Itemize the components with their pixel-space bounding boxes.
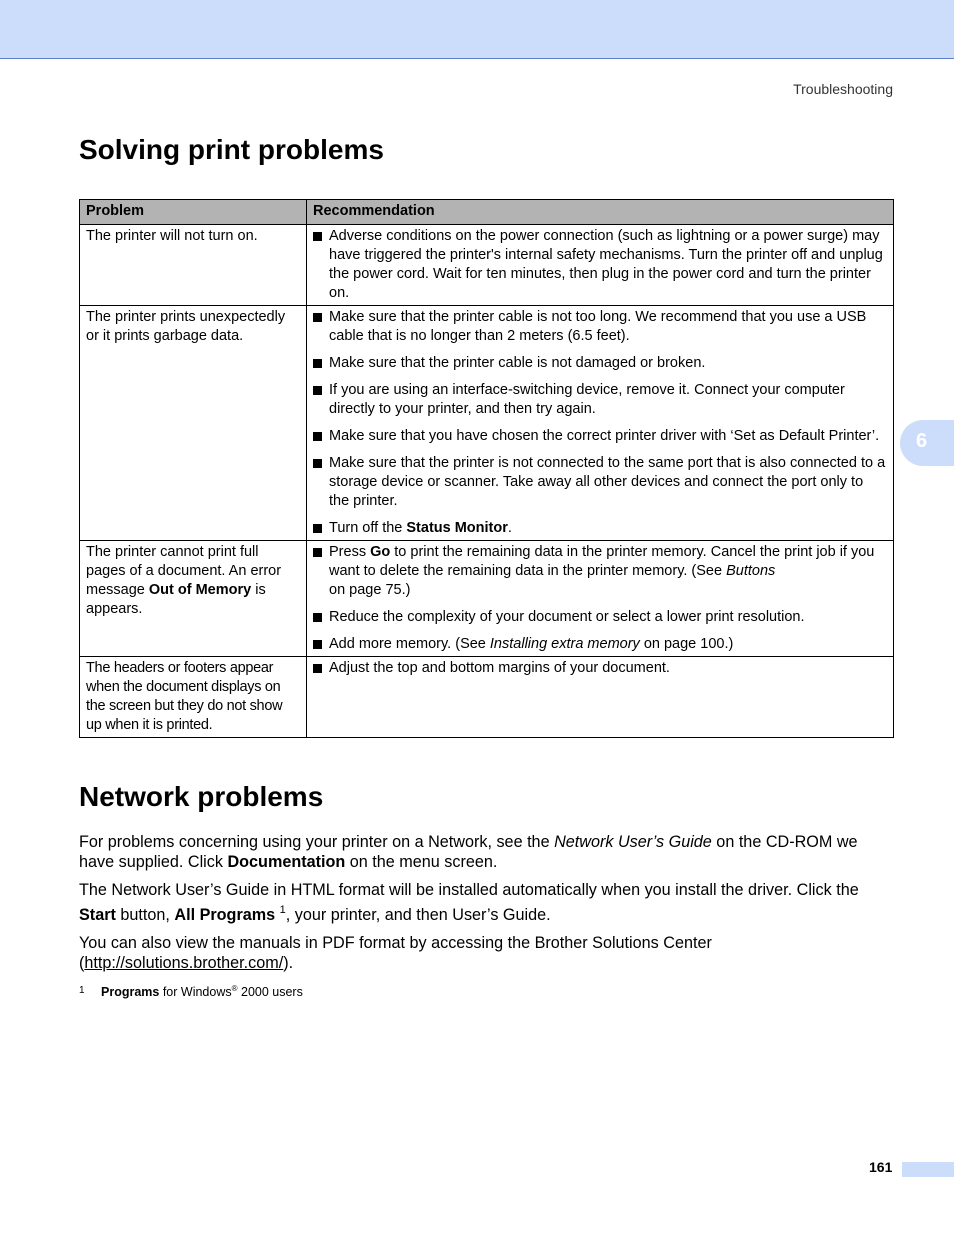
- documentation-term: Documentation: [227, 853, 346, 871]
- text-run: button,: [115, 906, 175, 924]
- memory-reference: Installing extra memory: [489, 636, 640, 652]
- network-paragraph-1: [79, 832, 894, 872]
- go-button-term: Go: [370, 544, 391, 560]
- recommendation-cell: [307, 657, 894, 738]
- text-run: Add more memory. (See: [329, 636, 490, 652]
- recommendation-cell: [307, 306, 894, 541]
- footer-bar: [902, 1162, 954, 1177]
- text-run: , your printer, and then User’s Guide.: [285, 906, 551, 924]
- recommendation-cell: [307, 541, 894, 657]
- text-run: The printer cannot print full pages of a document. An error message: [86, 544, 282, 598]
- recommendation-item: Adverse conditions on the power connection (such as lightning or a power surge) may have triggered the printer's internal safety mechanisms. Turn the printer off and unplug the power cord. Wait for ten minutes, then plug in the power cord and turn the printer on.: [313, 227, 887, 303]
- text-run: .: [507, 520, 512, 536]
- recommendation-item: [313, 543, 887, 600]
- footnote-term: Programs: [101, 985, 160, 1000]
- footnote-marker: 1: [279, 904, 286, 916]
- text-run: on the CD-ROM we have supplied. Click: [79, 833, 858, 871]
- table-row: [80, 541, 894, 657]
- problem-cell: The printer prints unexpectedly or it prints garbage data.: [80, 306, 307, 541]
- text-run: on page 100.): [639, 636, 734, 652]
- problem-cell: The headers or footers appear when the document displays on the screen but they do not show up when it is printed.: [80, 657, 307, 738]
- text-run: to print the remaining data in the printer memory. Cancel the print job if you want to delete the remaining data in the printer memory. (See: [329, 544, 875, 579]
- recommendation-item: If you are using an interface-switching device, remove it. Connect your computer directly to your printer, and then try again.: [313, 381, 887, 419]
- footnote: [79, 984, 303, 999]
- recommendation-item: Make sure that the printer is not connected to the same port that is also connected to a storage device or scanner. Take away all other devices and connect the port only to the printer.: [313, 454, 887, 511]
- solutions-center-link[interactable]: http://solutions.brother.com/: [84, 954, 284, 972]
- recommendation-item: Make sure that the printer cable is not too long. We recommend that you use a USB cable that is no longer than 2 meters (6.5 feet).: [313, 308, 887, 346]
- text-run: ).: [283, 954, 294, 972]
- page-number: 161: [869, 1159, 893, 1175]
- text-run: on the menu screen.: [345, 853, 498, 871]
- recommendation-cell: [307, 225, 894, 306]
- status-monitor-term: Status Monitor: [406, 520, 508, 536]
- section-title-solving: Solving print problems: [79, 134, 384, 165]
- recommendation-item: Adjust the top and bottom margins of your document.: [313, 659, 887, 678]
- text-run: For problems concerning using your printer on a Network, see the: [79, 833, 555, 851]
- recommendation-item: Make sure that you have chosen the correct printer driver with ‘Set as Default Printer’.: [313, 427, 887, 446]
- start-term: Start: [79, 906, 116, 924]
- network-paragraph-2: [79, 880, 894, 925]
- network-paragraph-3: [79, 933, 894, 973]
- recommendation-item: [313, 635, 887, 654]
- problem-cell: The printer will not turn on.: [80, 225, 307, 306]
- text-run: is appears.: [86, 582, 266, 617]
- text-run: for Windows: [159, 985, 232, 1000]
- chapter-number: 6: [916, 430, 928, 452]
- text-run: on page 75.): [329, 582, 411, 598]
- text-run: Press: [329, 544, 371, 560]
- recommendation-item: Make sure that the printer cable is not damaged or broken.: [313, 354, 887, 373]
- guide-reference: Network User’s Guide: [554, 833, 712, 851]
- col-header-problem: Problem: [80, 200, 307, 225]
- header-band: [0, 0, 954, 59]
- recommendation-item: [313, 519, 887, 538]
- table-row: [80, 225, 894, 306]
- text-run: You can also view the manuals in PDF format by accessing the Brother Solutions Center (: [79, 934, 712, 972]
- problems-table: [79, 199, 894, 738]
- all-programs-term: All Programs: [174, 906, 276, 924]
- text-run: The Network User’s Guide in HTML format will be installed automatically when you install the driver. Click the: [79, 881, 859, 899]
- out-of-memory-term: Out of Memory: [148, 582, 252, 598]
- col-header-recommendation: Recommendation: [307, 200, 894, 225]
- table-row: [80, 306, 894, 541]
- recommendation-item: Reduce the complexity of your document or select a lower print resolution.: [313, 608, 887, 627]
- footnote-number: 1: [79, 985, 85, 997]
- running-header: Troubleshooting: [793, 81, 893, 97]
- table-header-row: [80, 200, 894, 225]
- text-run: 2000 users: [237, 985, 303, 1000]
- buttons-reference: Buttons: [726, 563, 776, 579]
- table-row: [80, 657, 894, 738]
- registered-mark: ®: [231, 984, 238, 993]
- text-run: Turn off the: [329, 520, 407, 536]
- section-title-network: Network problems: [79, 781, 324, 812]
- problem-cell: [80, 541, 307, 657]
- chapter-tab: [900, 420, 954, 466]
